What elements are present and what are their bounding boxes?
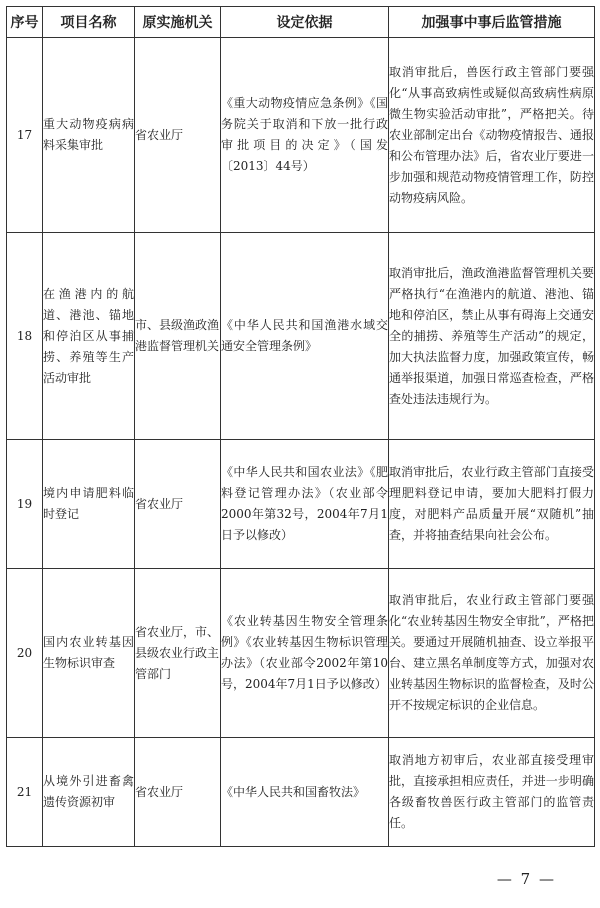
table-row	[7, 569, 595, 738]
row-number: 19	[7, 440, 43, 569]
table-row	[7, 440, 595, 569]
row-number: 18	[7, 233, 43, 440]
table-header-row	[7, 7, 595, 38]
item-name: 境内申请肥料临时登记	[43, 440, 135, 569]
original-authority: 市、县级渔政渔港监督管理机关	[135, 233, 221, 440]
supervision-measure: 取消审批后，渔政渔港监督管理机关要严格执行“在渔港内的航道、港池、锚地和停泊区，禁止从事有碍海上交通安全的捕捞、养殖等生产活动”的规定，加大执法监督力度，加强政策宣传，畅通举报渠道，加强日常巡查检查，严格查处违法违规行为。	[389, 233, 595, 440]
original-authority: 省农业厅	[135, 440, 221, 569]
item-name: 在渔港内的航道、港池、锚地和停泊区从事捕捞、养殖等生产活动审批	[43, 233, 135, 440]
supervision-measure: 取消地方初审后，农业部直接受理审批，直接承担相应责任，并进一步明确各级畜牧兽医行政主管部门的监管责任。	[389, 738, 595, 847]
row-number: 20	[7, 569, 43, 738]
header-original-authority: 原实施机关	[135, 7, 221, 38]
original-authority: 省农业厅	[135, 38, 221, 233]
legal-basis: 《中华人民共和国渔港水域交通安全管理条例》	[221, 233, 389, 440]
legal-basis: 《重大动物疫情应急条例》《国务院关于取消和下放一批行政审批项目的决定》（国发〔2013〕44号）	[221, 38, 389, 233]
regulation-table	[6, 6, 595, 847]
legal-basis: 《中华人民共和国畜牧法》	[221, 738, 389, 847]
original-authority: 省农业厅，市、县级农业行政主管部门	[135, 569, 221, 738]
table-row	[7, 38, 595, 233]
header-serial-no: 序号	[7, 7, 43, 38]
supervision-measure: 取消审批后，兽医行政主管部门要强化“从事高致病性或疑似高致病性病原微生物实验活动审批”，严格把关。待农业部制定出台《动物疫情报告、通报和公布管理办法》后，省农业厅要进一步加强和规范动物疫情管理工作，防控动物疫病风险。	[389, 38, 595, 233]
legal-basis: 《中华人民共和国农业法》《肥料登记管理办法》（农业部令2000年第32号，2004年7月1日予以修改）	[221, 440, 389, 569]
table-row	[7, 233, 595, 440]
supervision-measure: 取消审批后，农业行政主管部门直接受理肥料登记申请，要加大肥料打假力度，对肥料产品质量开展“双随机”抽查，并将抽查结果向社会公布。	[389, 440, 595, 569]
legal-basis: 《农业转基因生物安全管理条例》《农业转基因生物标识管理办法》（农业部令2002年第10号，2004年7月1日予以修改）	[221, 569, 389, 738]
original-authority: 省农业厅	[135, 738, 221, 847]
table-row	[7, 738, 595, 847]
item-name: 重大动物疫病病料采集审批	[43, 38, 135, 233]
page-number: — 7 —	[496, 870, 556, 888]
item-name: 从境外引进畜禽遗传资源初审	[43, 738, 135, 847]
row-number: 21	[7, 738, 43, 847]
supervision-measure: 取消审批后，农业行政主管部门要强化“农业转基因生物安全审批”，严格把关。要通过开展随机抽查、设立举报平台、建立黑名单制度等方式，加强对农业转基因生物标识的监督检查，及时公开不按规定标识的企业信息。	[389, 569, 595, 738]
header-legal-basis: 设定依据	[221, 7, 389, 38]
item-name: 国内农业转基因生物标识审查	[43, 569, 135, 738]
row-number: 17	[7, 38, 43, 233]
header-item-name: 项目名称	[43, 7, 135, 38]
header-supervision-measures: 加强事中事后监管措施	[389, 7, 595, 38]
